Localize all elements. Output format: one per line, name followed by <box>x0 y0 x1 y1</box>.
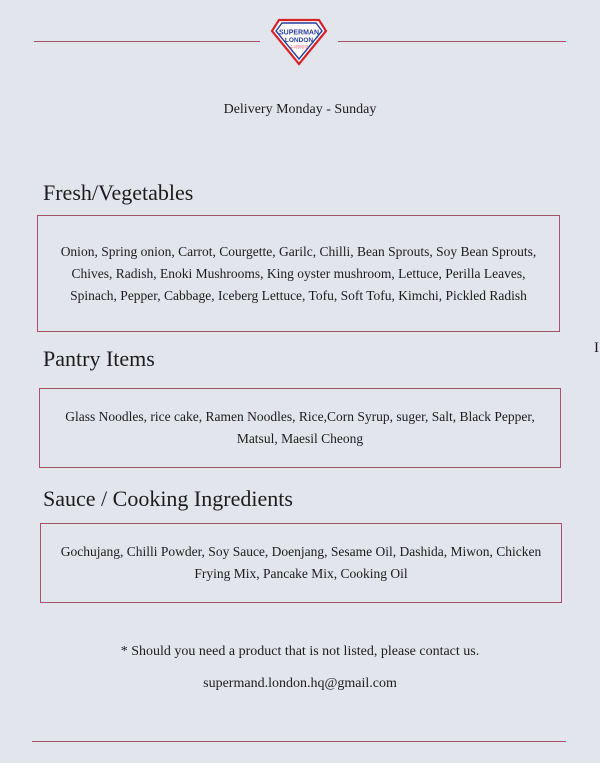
top-rule-right <box>338 41 566 42</box>
logo-line-2: LONDON <box>284 37 314 44</box>
section-title-sauce: Sauce / Cooking Ingredients <box>43 486 293 511</box>
contact-email[interactable]: supermand.london.hq@gmail.com <box>203 676 397 691</box>
fresh-items-box <box>37 215 560 332</box>
stray-character: I <box>594 340 599 356</box>
section-title-pantry: Pantry Items <box>43 346 155 371</box>
delivery-days: Delivery Monday - Sunday <box>223 102 377 117</box>
bottom-rule <box>32 741 566 742</box>
top-rule-left <box>34 41 260 42</box>
sauce-items-box <box>40 523 562 603</box>
fresh-items-text: Onion, Spring onion, Carrot, Courgette, Garilc, Chilli, Bean Sprouts, Soy Bean Sprouts, Chives, Radish, Enoki Mushrooms, King oyster mushroom, Lettuce, Perilla Leaves, Spinach, Pepper, Cabbage, Iceberg Lettuce, Tofu, Soft Tofu, Kimchi, Pickled Radish <box>60 243 537 303</box>
section-title-fresh: Fresh/Vegetables <box>43 180 194 205</box>
logo-line-1: SUPERMAN <box>278 29 320 37</box>
pantry-items-text: Glass Noodles, rice cake, Ramen Noodles, Rice,Corn Syrup, suger, Salt, Black Pepper, Matsul, Maesil Cheong <box>65 409 535 446</box>
sauce-items-text: Gochujang, Chilli Powder, Soy Sauce, Doenjang, Sesame Oil, Dashida, Miwon, Chicken Frying Mix, Pancake Mix, Cooking Oil <box>60 544 542 581</box>
pantry-items-box <box>39 388 561 468</box>
superman-london-logo <box>271 18 327 66</box>
logo-line-3: 슈퍼맨런던 <box>289 44 309 50</box>
contact-note: * Should you need a product that is not listed, please contact us. <box>120 644 480 659</box>
